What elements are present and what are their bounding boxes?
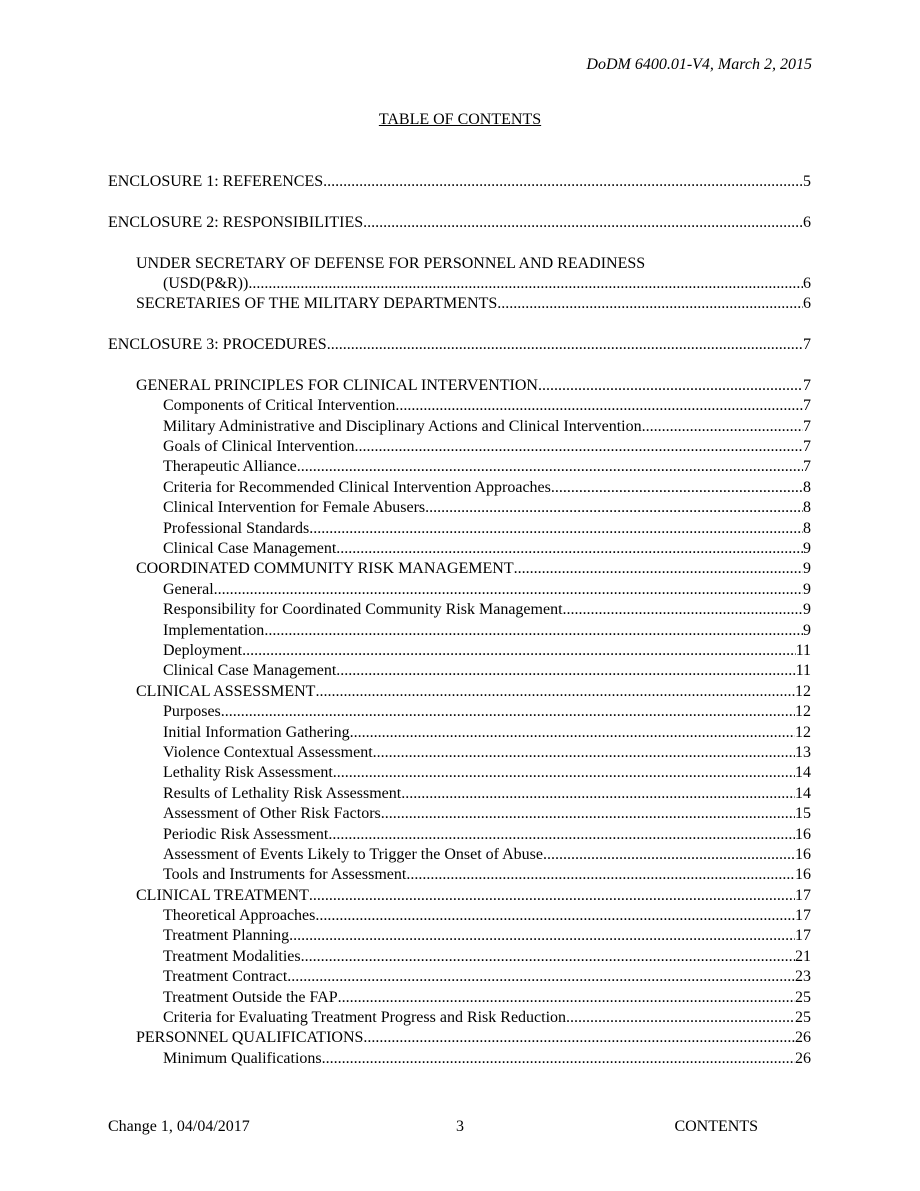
toc-entry[interactable]	[108, 1008, 811, 1028]
toc-entry[interactable]	[108, 396, 811, 416]
toc-entry[interactable]	[108, 865, 811, 885]
toc-entry[interactable]	[108, 539, 811, 559]
toc-leader-dots	[333, 763, 795, 783]
toc-leader-dots	[381, 804, 795, 824]
toc-entry-title: Therapeutic Alliance	[163, 458, 297, 476]
toc-leader-dots	[336, 661, 795, 681]
toc-page-number: 7	[803, 376, 811, 394]
toc-page-number: 9	[803, 621, 811, 639]
toc-leader-dots	[289, 926, 795, 946]
toc-entry-title: Treatment Outside the FAP	[163, 988, 338, 1006]
toc-leader-dots	[315, 906, 795, 926]
toc-entry[interactable]	[108, 988, 811, 1008]
toc-leader-dots	[264, 621, 803, 641]
toc-page-number: 7	[803, 438, 811, 456]
toc-entry[interactable]	[108, 437, 811, 457]
toc-page-number: 16	[795, 866, 811, 884]
toc-leader-dots	[395, 396, 803, 416]
toc-page-number: 15	[795, 805, 811, 823]
toc-page-number: 25	[795, 988, 811, 1006]
toc-page-number: 14	[795, 784, 811, 802]
toc-entry[interactable]	[108, 478, 811, 498]
toc-entry[interactable]	[108, 335, 811, 355]
toc-entry[interactable]	[108, 498, 811, 518]
toc-entry-title: Assessment of Events Likely to Trigger the Onset of Abuse	[163, 845, 543, 863]
toc-leader-dots	[323, 172, 803, 192]
toc-page-number: 6	[803, 213, 811, 231]
toc-entry[interactable]	[108, 254, 811, 295]
toc-entry-title: Assessment of Other Risk Factors	[163, 805, 381, 823]
toc-page-number: 12	[795, 682, 811, 700]
toc-entry[interactable]	[108, 580, 811, 600]
page-footer	[108, 1117, 758, 1137]
toc-leader-dots	[355, 437, 803, 457]
toc-leader-dots	[497, 294, 803, 314]
toc-leader-dots	[551, 478, 803, 498]
toc-leader-dots	[563, 600, 803, 620]
toc-entry-title-continuation: (USD(P&R))	[163, 274, 249, 292]
footer-page-number: 3	[456, 1118, 464, 1135]
toc-page-number: 8	[803, 499, 811, 517]
toc-entry[interactable]	[108, 600, 811, 620]
toc-entry[interactable]	[108, 1028, 811, 1048]
toc-entry-title: UNDER SECRETARY OF DEFENSE FOR PERSONNEL AND READINESS	[136, 254, 646, 272]
table-of-contents	[108, 172, 811, 1069]
toc-title: TABLE OF CONTENTS	[378, 111, 542, 128]
toc-page-number: 25	[795, 1009, 811, 1027]
footer-section: CONTENTS	[674, 1118, 758, 1135]
toc-entry[interactable]	[108, 294, 811, 314]
toc-leader-dots	[425, 498, 803, 518]
toc-leader-dots	[363, 213, 803, 233]
toc-leader-dots	[406, 865, 795, 885]
toc-leader-dots	[514, 559, 803, 579]
footer-change-date: Change 1, 04/04/2017	[108, 1118, 250, 1135]
toc-entry-title: Criteria for Recommended Clinical Intervention Approaches	[163, 478, 551, 496]
toc-leader-dots	[642, 417, 803, 437]
toc-entry[interactable]	[108, 723, 811, 743]
toc-page-number: 6	[803, 295, 811, 313]
toc-leader-dots	[214, 580, 803, 600]
toc-page-number: 7	[803, 336, 811, 354]
document-header: DoDM 6400.01-V4, March 2, 2015	[586, 56, 812, 73]
toc-entry[interactable]	[108, 682, 811, 702]
toc-page-number: 17	[795, 907, 811, 925]
toc-page-number: 5	[803, 173, 811, 190]
toc-entry-title: Purposes	[163, 703, 221, 721]
toc-entry-title: CLINICAL ASSESSMENT	[136, 682, 316, 700]
toc-entry[interactable]	[108, 661, 811, 681]
toc-entry[interactable]	[108, 559, 811, 579]
toc-leader-dots	[242, 641, 796, 661]
toc-entry-title: Treatment Planning	[163, 927, 290, 945]
toc-page-number: 16	[795, 845, 811, 863]
toc-entry-title: Professional Standards	[163, 519, 310, 537]
toc-page-number: 21	[795, 947, 811, 965]
toc-page-number: 26	[795, 1049, 811, 1067]
toc-entry-title: Clinical Intervention for Female Abusers	[163, 499, 426, 517]
toc-leader-dots	[315, 682, 795, 702]
toc-entry[interactable]	[108, 1049, 811, 1069]
toc-page-number: 7	[803, 397, 811, 415]
toc-entry[interactable]	[108, 906, 811, 926]
toc-leader-dots	[538, 376, 803, 396]
toc-entry-title: Responsibility for Coordinated Community Risk Management	[163, 601, 563, 619]
toc-leader-dots	[327, 335, 803, 355]
toc-page-number: 12	[795, 703, 811, 721]
toc-page-number: 11	[795, 662, 811, 680]
toc-page-number: 9	[803, 540, 811, 558]
toc-entry[interactable]	[108, 763, 811, 783]
toc-leader-dots	[322, 1049, 795, 1069]
toc-page-number: 16	[795, 825, 811, 843]
toc-entry[interactable]	[108, 886, 811, 906]
toc-leader-dots	[309, 519, 803, 539]
toc-entry[interactable]	[108, 172, 811, 192]
toc-entry[interactable]	[108, 926, 811, 946]
toc-page-number: 9	[803, 580, 811, 598]
toc-leader-dots	[373, 743, 795, 763]
toc-leader-dots	[297, 457, 803, 477]
toc-page-number: 8	[803, 478, 811, 496]
toc-page-number: 26	[795, 1029, 811, 1047]
toc-entry[interactable]	[108, 621, 811, 641]
toc-leader-dots	[401, 784, 795, 804]
toc-entry-title: SECRETARIES OF THE MILITARY DEPARTMENTS	[136, 295, 498, 313]
toc-leader-dots	[328, 825, 795, 845]
toc-leader-dots	[336, 539, 803, 559]
toc-entry-title: Implementation	[163, 621, 265, 639]
toc-entry[interactable]	[108, 947, 811, 967]
toc-entry[interactable]	[108, 784, 811, 804]
toc-entry-title: General	[163, 580, 214, 598]
toc-entry-title: PERSONNEL QUALIFICATIONS	[136, 1029, 364, 1047]
toc-entry-title: Tools and Instruments for Assessment	[163, 866, 407, 884]
toc-page-number: 14	[795, 764, 811, 782]
toc-leader-dots	[350, 723, 795, 743]
toc-entry[interactable]	[108, 417, 811, 437]
toc-entry-title: ENCLOSURE 3: PROCEDURES	[108, 336, 327, 354]
toc-entry[interactable]	[108, 457, 811, 477]
toc-leader-dots	[221, 702, 795, 722]
toc-page-number: 8	[803, 519, 811, 537]
toc-leader-dots	[363, 1028, 795, 1048]
toc-page-number: 7	[803, 458, 811, 476]
toc-entry-title: ENCLOSURE 2: RESPONSIBILITIES	[108, 213, 364, 231]
toc-entry-title: Results of Lethality Risk Assessment	[163, 784, 402, 802]
toc-entry-title: Treatment Contract	[163, 968, 288, 986]
toc-leader-dots	[248, 274, 803, 294]
toc-leader-dots	[566, 1008, 795, 1028]
toc-entry-title: Periodic Risk Assessment	[163, 825, 329, 843]
toc-entry-title: Minimum Qualifications	[163, 1049, 322, 1067]
toc-entry[interactable]	[108, 213, 811, 233]
toc-entry[interactable]	[108, 376, 811, 396]
toc-page-number: 11	[795, 641, 811, 659]
toc-leader-dots	[309, 886, 795, 906]
toc-page-number: 12	[795, 723, 811, 741]
toc-entry-title: ENCLOSURE 1: REFERENCES	[108, 173, 324, 190]
toc-entry-title: Clinical Case Management	[163, 540, 337, 558]
toc-page-number: 13	[795, 743, 811, 761]
toc-page-number: 7	[803, 417, 811, 435]
toc-entry-title: CLINICAL TREATMENT	[136, 886, 309, 904]
toc-entry[interactable]	[108, 967, 811, 987]
toc-entry[interactable]	[108, 804, 811, 824]
toc-entry-title: Deployment	[163, 641, 243, 659]
toc-entry[interactable]	[108, 641, 811, 661]
toc-entry-title: Military Administrative and Disciplinary Actions and Clinical Intervention	[163, 417, 642, 435]
toc-leader-dots	[338, 988, 795, 1008]
toc-entry[interactable]	[108, 702, 811, 722]
toc-entry-title: Lethality Risk Assessment	[163, 764, 333, 782]
toc-leader-dots	[287, 967, 795, 987]
toc-page-number: 9	[803, 560, 811, 578]
toc-entry[interactable]	[108, 845, 811, 865]
toc-entry-title: Violence Contextual Assessment	[163, 743, 373, 761]
toc-leader-dots	[301, 947, 795, 967]
toc-entry-title: Components of Critical Intervention	[163, 397, 396, 415]
toc-entry-title: Goals of Clinical Intervention	[163, 438, 355, 456]
toc-entry-title: Initial Information Gathering	[163, 723, 350, 741]
toc-page-number: 17	[795, 927, 811, 945]
toc-entry[interactable]	[108, 743, 811, 763]
toc-leader-dots	[543, 845, 795, 865]
toc-page-number: 9	[803, 601, 811, 619]
toc-page-number: 17	[795, 886, 811, 904]
toc-entry-title: Theoretical Approaches	[163, 907, 316, 925]
toc-page-number: 6	[803, 274, 811, 292]
toc-entry-title: Treatment Modalities	[163, 947, 301, 965]
toc-entry-title: Criteria for Evaluating Treatment Progress and Risk Reduction	[163, 1009, 567, 1027]
toc-entry-title: GENERAL PRINCIPLES FOR CLINICAL INTERVENTION	[136, 376, 538, 394]
toc-entry[interactable]	[108, 825, 811, 845]
toc-entry-title: Clinical Case Management	[163, 662, 337, 680]
toc-entry[interactable]	[108, 519, 811, 539]
toc-entry-title: COORDINATED COMMUNITY RISK MANAGEMENT	[136, 560, 514, 578]
toc-page-number: 23	[795, 968, 811, 986]
